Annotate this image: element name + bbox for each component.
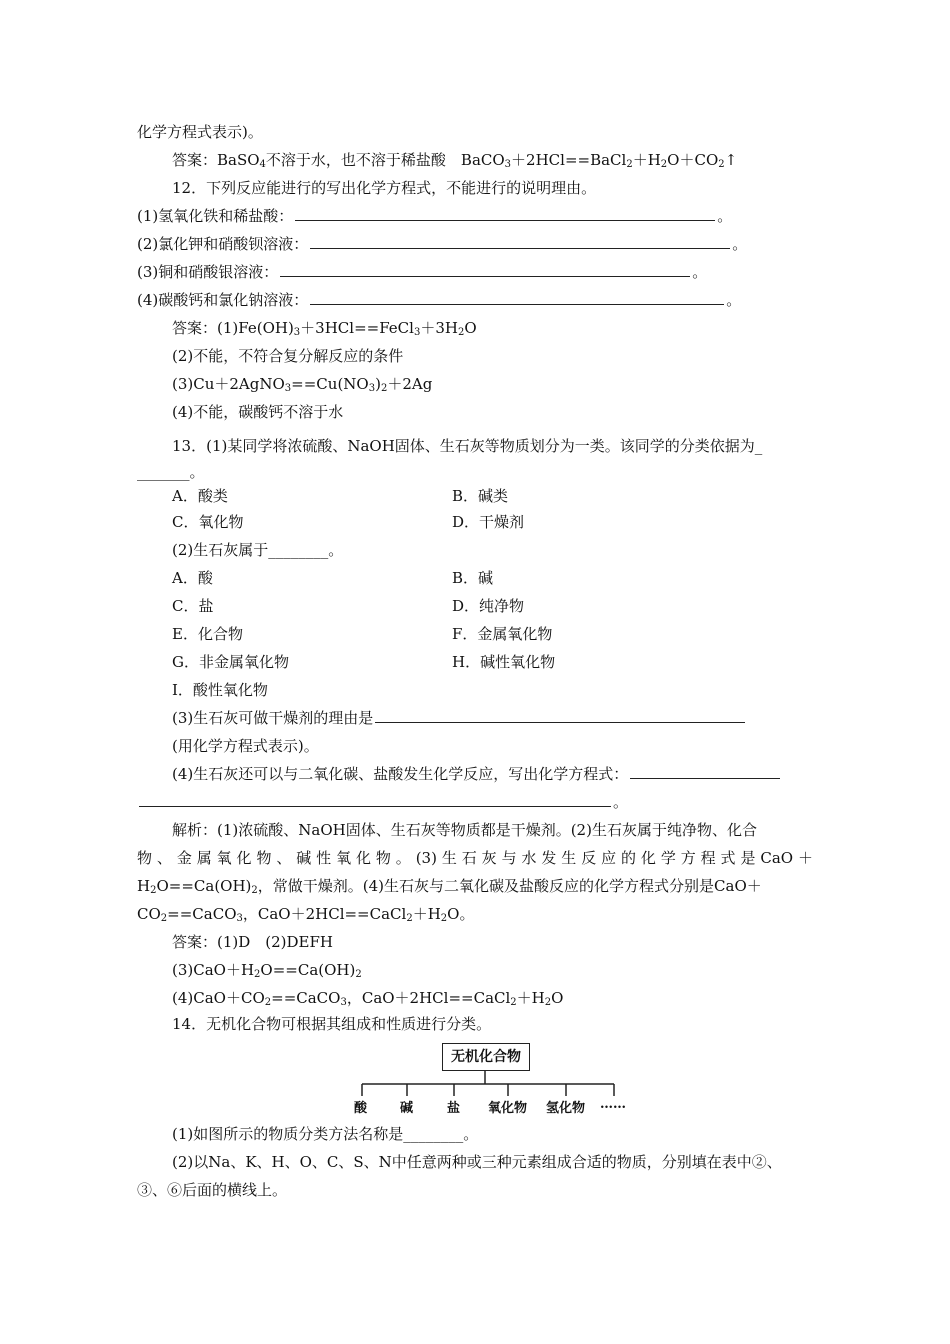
answer-12-2: (2)不能，不符合复分解反应的条件	[172, 347, 404, 365]
answer-13-4: $(4)CaO+CO_2==CaCO_3$，$CaO+2HCl==CaCl_2+H_2O$	[172, 989, 564, 1008]
text-line: 化学方程式表示)。	[137, 123, 263, 141]
question-13-3-cont: (用化学方程式表示)。	[172, 737, 319, 755]
question-12-2: (2)氯化钾和硝酸钡溶液： 。	[137, 235, 748, 253]
option-2i: I．酸性氧化物	[172, 681, 268, 699]
option-2f: F．金属氧化物	[452, 625, 553, 643]
answer-12-4: (4)不能，碳酸钙不溶于水	[172, 403, 344, 421]
diagram-root: 无机化合物	[442, 1043, 530, 1071]
answer-13-1: 答案：(1)D (2)DEFH	[172, 933, 333, 951]
diagram-node-base: 碱	[400, 1101, 414, 1116]
option-2h: H．碱性氧化物	[452, 653, 556, 671]
question-13-1-cont: _______。	[137, 463, 205, 481]
question-12-3: (3)铜和硝酸银溶液： 。	[137, 263, 708, 281]
question-12-4: (4)碳酸钙和氯化钠溶液： 。	[137, 291, 742, 309]
explanation-line-2: 物、金属氧化物、碱性氧化物。(3)生石灰与水发生反应的化学方程式是CaO＋	[137, 849, 813, 867]
explanation-line-3: $H_2O==Ca(OH)_2$，常做干燥剂。(4)生石灰与二氧化碳及盐酸反应的化学方程式分别是CaO＋	[137, 877, 762, 896]
question-13-3: (3)生石灰可做干燥剂的理由是	[172, 708, 747, 728]
question-14-2: (2)以Na、K、H、O、C、S、N中任意两种或三种元素组成合适的物质，分别填在表中②、	[172, 1153, 782, 1171]
diagram-node-acid: 酸	[354, 1101, 368, 1116]
question-12-1: (1)氢氧化铁和稀盐酸： 。	[137, 207, 733, 225]
answer-13-3: $(3)CaO+H_2O==Ca(OH)_2$	[172, 961, 362, 980]
question-14: 14．无机化合物可根据其组成和性质进行分类。	[172, 1015, 492, 1033]
answer-12-1: 答案：$(1)Fe(OH)_3+3HCl==FeCl_3+3H_2O$	[172, 319, 477, 338]
option-2b: B．碱	[452, 569, 494, 587]
classification-diagram	[350, 1040, 630, 1120]
answer-12-3: $(3)Cu+2AgNO_3==Cu(NO_3)_2+2Ag$	[172, 375, 433, 394]
question-13-2: (2)生石灰属于________。	[172, 541, 344, 559]
option-2c: C．盐	[172, 597, 214, 615]
diagram-node-oxide: 氧化物	[488, 1101, 528, 1116]
answer-11: 答案：BaSO$_4$不溶于水，也不溶于稀盐酸 $BaCO_3+2HCl==BaCl_2+H_2O+CO_2↑$	[172, 151, 738, 170]
diagram-node-hydride: 氢化物	[546, 1101, 586, 1116]
question-13-1: 13．(1)某同学将浓硫酸、NaOH固体、生石灰等物质划分为一类。该同学的分类依据为_	[172, 437, 763, 455]
diagram-node-more: ……	[600, 1097, 626, 1112]
option-a: A．酸类	[172, 487, 228, 505]
option-b: B．碱类	[452, 487, 509, 505]
question-13-4: (4)生石灰还可以与二氧化碳、盐酸发生化学反应，写出化学方程式：	[172, 764, 782, 784]
option-2a: A．酸	[172, 569, 213, 587]
question-14-1: (1)如图所示的物质分类方法名称是________。	[172, 1125, 479, 1143]
diagram-node-salt: 盐	[447, 1101, 461, 1116]
option-2d: D．纯净物	[452, 597, 525, 615]
option-2e: E．化合物	[172, 625, 243, 643]
option-2g: G．非金属氧化物	[172, 653, 289, 671]
explanation-line-1: 解析：(1)浓硫酸、NaOH固体、生石灰等物质都是干燥剂。(2)生石灰属于纯净物、化合	[172, 821, 757, 839]
option-d: D．干燥剂	[452, 513, 525, 531]
question-14-2-cont: ③、⑥后面的横线上。	[137, 1181, 288, 1199]
option-c: C．氧化物	[172, 513, 244, 531]
question-12: 12．下列反应能进行的写出化学方程式，不能进行的说明理由。	[172, 179, 597, 197]
explanation-line-4: $CO_2==CaCO_3$，$CaO+2HCl==CaCl_2+H_2O$。	[137, 905, 475, 924]
question-13-4-cont: 。	[137, 792, 628, 812]
